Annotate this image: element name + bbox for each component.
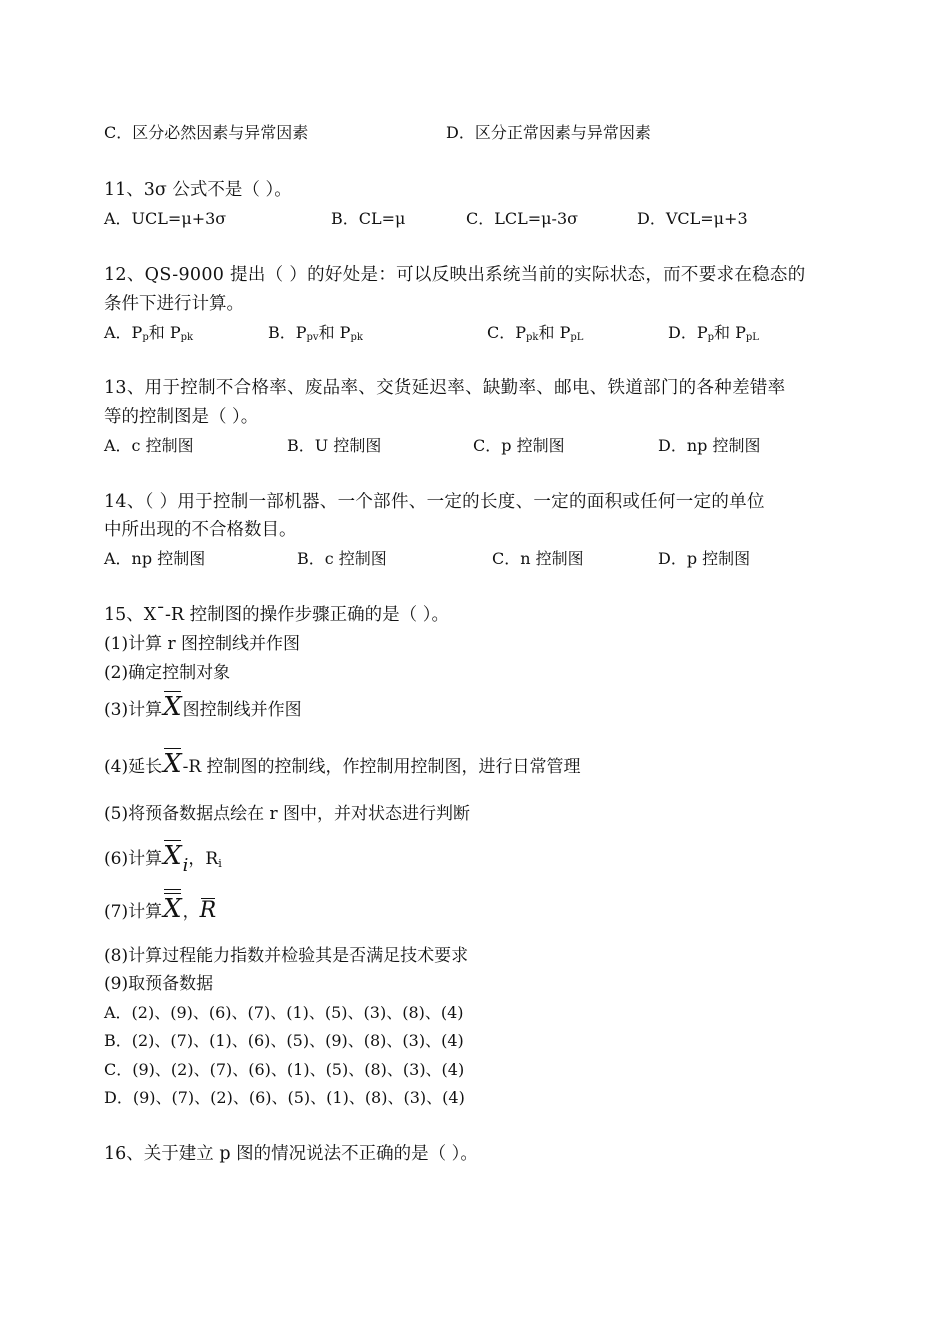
q15-step-9: (9)取预备数据 [104, 974, 214, 994]
q11-option-b: B．CL=μ [331, 209, 406, 228]
q11-option-d: D．VCL=μ+3 [637, 209, 748, 228]
q12-c-text: C．P [487, 323, 527, 342]
x-bar-letter: X [163, 692, 182, 722]
q15-option-c: C．(9)、(2)、(7)、(6)、(1)、(5)、(8)、(3)、(4) [104, 1060, 465, 1079]
q12-b-text: B．P [268, 323, 307, 342]
r-bar-letter: R [199, 898, 217, 923]
q13-option-b: B．U 控制图 [287, 436, 382, 455]
x-bar-letter: X [163, 841, 182, 871]
q12-d-mid: 和 P [714, 323, 746, 342]
q15-step-4-suffix: -R 控制图的控制线，作控制用控制图，进行日常管理 [182, 757, 581, 777]
r-subscript-i: i [218, 857, 222, 870]
q13-option-c: C．p 控制图 [473, 436, 565, 455]
q13-option-d: D．np 控制图 [658, 436, 761, 455]
q12-a-mid: 和 P [148, 323, 181, 342]
q12-option-b [268, 321, 363, 350]
q12-a-sub2: pk [180, 332, 194, 343]
x-double-bar-letter: X [163, 894, 182, 924]
q11-option-c: C．LCL=μ-3σ [466, 209, 579, 228]
q14-stem-line1: 14、（ ）用于控制一部机器、一个部件、一定的长度、一定的面积或任何一定的单位 [104, 492, 765, 512]
x-bar-symbol [162, 692, 183, 722]
q15-step-5: (5)将预备数据点绘在 r 图中，并对状态进行判断 [104, 804, 471, 824]
q11-option-a: A．UCL=μ+3σ [104, 209, 227, 228]
q12-c-sub1: pk [526, 332, 539, 343]
q12-c-sub2: pL [570, 332, 584, 343]
q10-option-c: C．区分必然因素与异常因素 [104, 123, 309, 142]
q15-step-3-suffix: 图控制线并作图 [182, 700, 302, 720]
q12-d-text: D．P [668, 323, 708, 342]
q12-b-mid: 和 P [318, 323, 351, 342]
q12-option-a [104, 321, 193, 350]
q12-stem-line1: 12、QS-9000 提出（ ）的好处是：可以反映出系统当前的实际状态，而不要求在稳态的 [104, 265, 806, 285]
q14-option-d: D．p 控制图 [658, 549, 751, 568]
q12-stem-line2: 条件下进行计算。 [104, 294, 244, 314]
q15-step-3 [104, 692, 302, 722]
q10-option-d: D．区分正常因素与异常因素 [446, 123, 651, 142]
q12-d-sub2: pL [745, 332, 759, 343]
q15-option-d: D．(9)、(7)、(2)、(6)、(5)、(1)、(8)、(3)、(4) [104, 1088, 465, 1107]
q16-stem: 16、关于建立 p 图的情况说法不正确的是（ ）。 [104, 1144, 478, 1164]
q15-step-6 [104, 841, 222, 878]
q15-stem: 15、X¯-R 控制图的操作步骤正确的是（ ）。 [104, 605, 449, 625]
q15-step-7 [104, 894, 217, 924]
q13-option-a: A．c 控制图 [104, 436, 194, 455]
q15-option-b: B．(2)、(7)、(1)、(6)、(5)、(9)、(8)、(3)、(4) [104, 1031, 464, 1050]
q15-step-6-prefix: (6)计算 [104, 849, 163, 869]
r-bar-symbol [200, 899, 217, 923]
x-double-bar-symbol [162, 894, 183, 924]
q15-step-6-comma-r: ，R [188, 849, 219, 869]
q13-stem-line2: 等的控制图是（ ）。 [104, 407, 259, 427]
q15-step-7-comma: ， [182, 902, 200, 922]
q15-step-8: (8)计算过程能力指数并检验其是否满足技术要求 [104, 946, 469, 966]
q14-stem-line2: 中所出现的不合格数目。 [104, 520, 297, 540]
q15-step-3-prefix: (3)计算 [104, 700, 163, 720]
q12-a-sub1: p [142, 332, 149, 343]
q15-step-7-prefix: (7)计算 [104, 902, 163, 922]
q15-step-2: (2)确定控制对象 [104, 663, 231, 683]
x-bar-letter: X [163, 749, 182, 779]
q15-step-1: (1)计算 r 图控制线并作图 [104, 634, 301, 654]
x-subscript-i: i [182, 855, 189, 876]
q12-b-sub2: pk [350, 332, 363, 343]
q12-b-sub1: pv [306, 332, 319, 343]
q15-option-a: A．(2)、(9)、(6)、(7)、(1)、(5)、(3)、(8)、(4) [104, 1003, 464, 1022]
q14-option-c: C．n 控制图 [492, 549, 584, 568]
q12-d-sub1: p [707, 332, 715, 343]
q12-c-mid: 和 P [538, 323, 571, 342]
q12-option-d [668, 321, 759, 350]
q12-option-c [487, 321, 583, 350]
q14-option-a: A．np 控制图 [104, 549, 206, 568]
q13-stem-line1: 13、用于控制不合格率、废品率、交货延迟率、缺勤率、邮电、铁道部门的各种差错率 [104, 378, 786, 398]
x-bar-symbol [162, 841, 183, 871]
q11-stem: 11、3σ 公式不是（ ）。 [104, 180, 292, 200]
x-bar-symbol [162, 749, 183, 779]
q15-step-4 [104, 749, 581, 779]
q14-option-b: B．c 控制图 [297, 549, 387, 568]
q12-a-text: A．P [104, 323, 143, 342]
q15-step-4-prefix: (4)延长 [104, 757, 163, 777]
